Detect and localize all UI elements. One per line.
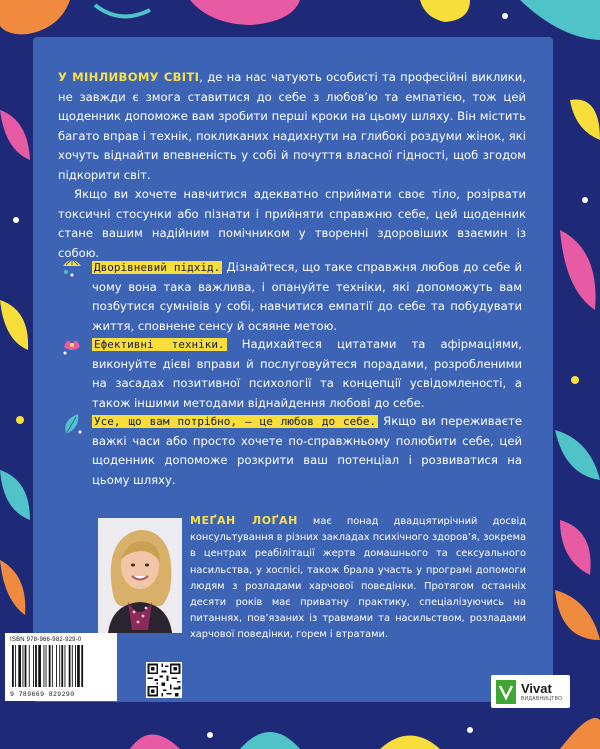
barcode-bar — [18, 645, 21, 687]
author-name: МЕҐАН ЛОҐАН — [190, 514, 298, 527]
author-bio — [190, 513, 526, 644]
barcode-bar — [29, 645, 30, 687]
barcode-bar — [12, 645, 14, 687]
author-photo — [98, 518, 182, 633]
barcode-block — [5, 633, 117, 701]
barcode-icon — [10, 645, 112, 687]
barcode-bar — [15, 645, 16, 687]
barcode-bar — [46, 645, 47, 687]
barcode-bar — [49, 645, 51, 687]
publisher-subtitle: ВИДАВНИЦТВО — [521, 696, 563, 702]
isbn-label: ISBN 978-966-982-929-0 — [10, 637, 82, 643]
barcode-bar — [81, 645, 83, 687]
intro-paragraph-1 — [58, 68, 526, 185]
qr-code-icon — [146, 662, 182, 698]
feature-text: Дізнайтеся, що таке справжня любов до себе й чому вона така важлива, і опануйте техніки, які допоможуть вам позбутися сумнівів у собі, навчитися емпатії до себе та побудувати життя, сповнене сенсу й осяяне метою. — [92, 260, 522, 333]
barcode-bar — [52, 645, 53, 687]
barcode-bar — [65, 645, 66, 687]
feature-title: Дворівневий підхід. — [94, 261, 221, 274]
intro-text — [58, 68, 526, 263]
barcode-bar — [77, 645, 80, 687]
vivat-leaf-icon — [495, 679, 517, 705]
barcode-bar — [72, 645, 73, 687]
intro-lead: У МІНЛИВОМУ СВІТІ — [58, 70, 200, 84]
barcode-bar — [69, 645, 71, 687]
publisher-name: Vivat — [521, 681, 552, 696]
barcode-bar — [38, 645, 41, 687]
barcode-bar — [61, 645, 63, 687]
feature-title: Ефективні техніки. — [94, 338, 225, 351]
leaf-icon — [60, 410, 84, 438]
barcode-digits: 9 789669 829290 — [10, 691, 75, 698]
feature-text: Якщо ви переживаєте важкі часи або просто хочете по-справжньому полюбити себе, цей щоденник допоможе розкрити ваш потенціал і розвиватися на цьому шляху. — [92, 414, 522, 487]
barcode-bar — [44, 645, 45, 687]
feature-text: Надихайтеся цитатами та афірмаціями, виконуйте дієві вправи й послуговуйтеся порадами, розробленими на засадах позитивної психології та концепції усвідомленості, а також іншими методами віднайдення любові до себе. — [92, 337, 522, 410]
intro-paragraph-2: Якщо ви хочете навчитися адекватно сприймати своє тіло, розірвати токсичні стосунки або пізнати і прийняти справжню себе, цей щоденник стане вашим надійним помічником у творенні здоровіших взаємин із собою. — [58, 187, 526, 260]
lemon-icon — [60, 256, 84, 280]
flower-icon — [60, 333, 84, 357]
barcode-bar — [75, 645, 76, 687]
barcode-bar — [33, 645, 34, 687]
author-bio-text: має понад двадцятирічний досвід консультування в різних закладах психічного здоров’я, зокрема в центрах реабілітації жертв домашнього та сексуального насильства, у хоспісі, також брала участь у програмі допомоги людям з розладами харчової поведінки. Протягом останніх десяти років має приватну практику, спеціалізуючись на питаннях, пов’язаних із травмами та насильством, розладами харчової поведінки, горем і втратами. — [190, 516, 527, 641]
barcode-bar — [59, 645, 60, 687]
feature-self-love — [92, 412, 522, 490]
feature-two-level-approach — [92, 258, 522, 336]
intro-paragraph-1-text: , де на нас чатують особисті та професійні виклики, не завжди є змога ставитися до себе з любов’ю та емпатією, тож цей щоденник допоможе вам зробити перші кроки на цьому шляху. Він містить багато вправ і технік, покликаних надихнути на глибокі роздуми жінок, які хочуть віднайти впевненість у собі й почуття власної гідності, щоб згодом підкорити світ. — [58, 70, 526, 182]
feature-effective-techniques — [92, 335, 522, 413]
feature-title: Усе, що вам потрібно, — це любов до себе. — [94, 415, 377, 428]
barcode-bar — [25, 645, 27, 687]
barcode-bar — [35, 645, 37, 687]
author-portrait-icon — [98, 518, 182, 633]
publisher-logo — [491, 675, 570, 708]
barcode-bar — [23, 645, 24, 687]
barcode-bar — [56, 645, 57, 687]
